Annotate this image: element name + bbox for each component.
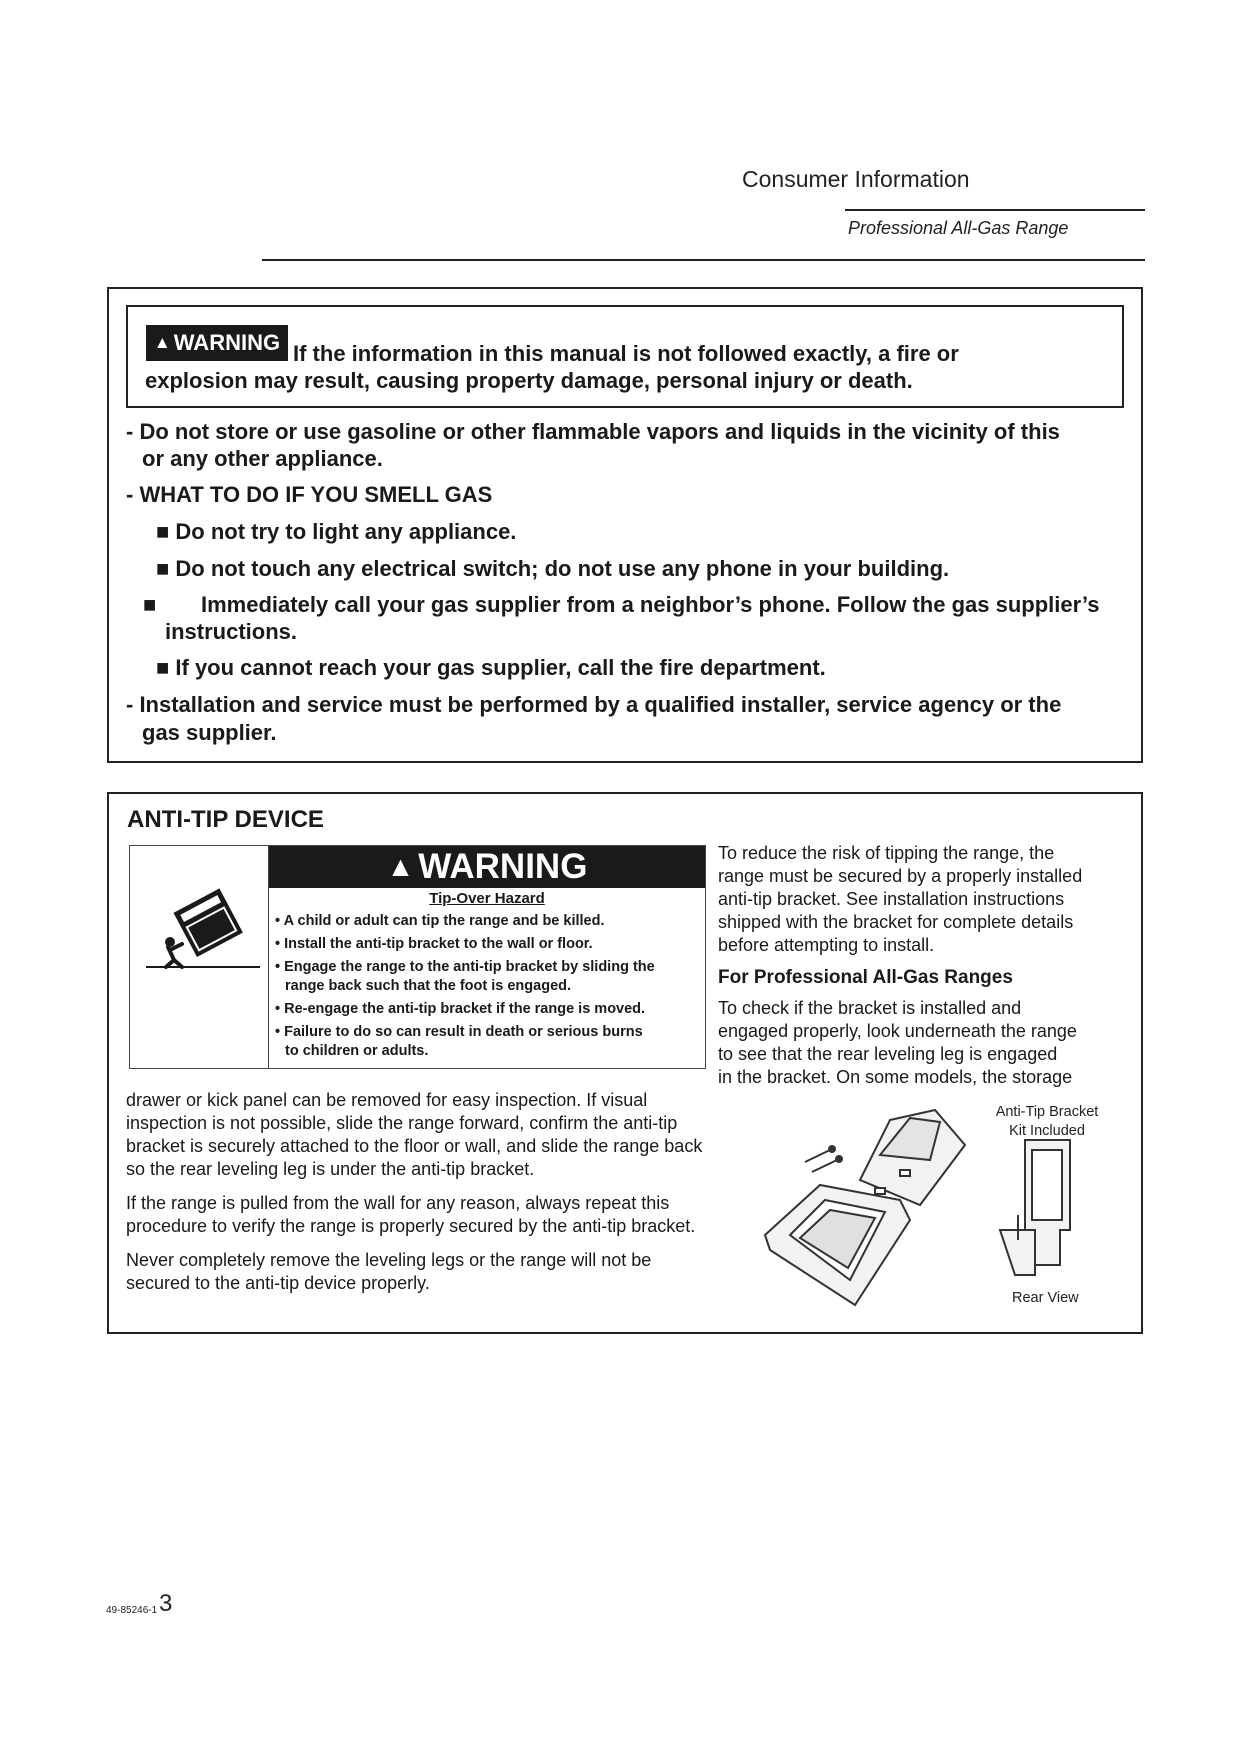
call-supplier-line2: instructions. — [165, 619, 298, 644]
label-bullet: • Engage the range to the anti-tip bracket by sliding the — [275, 959, 655, 975]
anti-tip-para-line: anti-tip bracket. See installation instructions — [718, 889, 1065, 909]
label-warning-text: WARNING — [418, 847, 588, 886]
kit-included-caption — [992, 1103, 1102, 1141]
label-bullet: • Install the anti-tip bracket to the wall or floor. — [275, 936, 593, 952]
anti-tip-para-line: range must be secured by a properly installed — [718, 866, 1083, 886]
repeat-procedure-line: procedure to verify the range is properly secured by the anti-tip bracket. — [126, 1216, 696, 1236]
smell-gas-heading: - WHAT TO DO IF YOU SMELL GAS — [126, 482, 493, 507]
warning-triangle-icon: ▲ — [386, 851, 415, 882]
anti-tip-para-line: To reduce the risk of tipping the range, the — [718, 843, 1055, 863]
repeat-procedure-line: If the range is pulled from the wall for any reason, always repeat this — [126, 1193, 670, 1213]
smell-gas-item: ■ Do not touch any electrical switch; do not use any phone in your building. — [156, 556, 950, 581]
warning-triangle-icon: ▲ — [153, 333, 171, 352]
leveling-legs-line: secured to the anti-tip device properly. — [126, 1273, 430, 1293]
professional-ranges-heading: For Professional All-Gas Ranges — [718, 967, 1013, 988]
gasoline-warning-line1: - Do not store or use gasoline or other flammable vapors and liquids in the vicinity of this — [126, 419, 1060, 444]
label-warning-header — [269, 846, 705, 888]
warning-statement-line2: explosion may result, causing property damage, personal injury or death. — [145, 368, 913, 393]
smell-gas-item: ■ If you cannot reach your gas supplier, call the fire department. — [156, 655, 826, 680]
page-number: 3 — [159, 1590, 173, 1617]
warning-badge-label: WARNING — [173, 330, 281, 355]
check-bracket-line: engaged properly, look underneath the range — [718, 1021, 1077, 1041]
kit-caption-line: Kit Included — [1009, 1123, 1085, 1139]
section-title: Consumer Information — [742, 166, 970, 192]
call-supplier-line1: Immediately call your gas supplier from a neighbor’s phone. Follow the gas supplier’s — [201, 592, 1100, 617]
anti-tip-para-line: shipped with the bracket for complete details — [718, 912, 1074, 932]
inspection-line: drawer or kick panel can be removed for easy inspection. If visual — [126, 1090, 648, 1110]
label-bullet: • Failure to do so can result in death or serious burns — [275, 1024, 643, 1040]
check-bracket-line: in the bracket. On some models, the storage — [718, 1067, 1073, 1087]
inspection-line: inspection is not possible, slide the range forward, confirm the anti-tip — [126, 1113, 678, 1133]
tip-over-hazard-title: Tip-Over Hazard — [429, 890, 545, 907]
warning-statement-line1: If the information in this manual is not followed exactly, a fire or — [293, 341, 959, 366]
anti-tip-title: ANTI-TIP DEVICE — [127, 806, 324, 833]
label-bullet: • Re-engage the anti-tip bracket if the range is moved. — [275, 1001, 646, 1017]
rear-view-caption: Rear View — [1012, 1290, 1079, 1306]
label-bullet: • A child or adult can tip the range and be killed. — [275, 913, 605, 929]
tip-over-pictogram-icon — [142, 872, 262, 987]
kit-caption-line: Anti-Tip Bracket — [995, 1104, 1099, 1120]
inspection-line: bracket is securely attached to the floor or wall, and slide the range back — [126, 1136, 703, 1156]
smell-gas-item: ■ Do not try to light any appliance. — [156, 519, 517, 544]
check-bracket-line: to see that the rear leveling leg is engaged — [718, 1044, 1058, 1064]
inspection-line: so the rear leveling leg is under the anti-tip bracket. — [126, 1159, 535, 1179]
header-rule-short — [845, 209, 1145, 211]
label-bullet-cont: to children or adults. — [285, 1043, 429, 1059]
leveling-legs-line: Never completely remove the leveling legs or the range will not be — [126, 1250, 652, 1270]
document-number: 49-85246-1 — [106, 1605, 158, 1616]
smell-gas-item-bullet: ■ — [143, 592, 157, 617]
header-rule-long — [262, 259, 1145, 261]
label-bullet-cont: range back such that the foot is engaged. — [285, 978, 572, 994]
gasoline-warning-line2: or any other appliance. — [142, 446, 383, 471]
warning-badge — [146, 325, 288, 361]
installation-warning-line2: gas supplier. — [142, 720, 277, 745]
anti-tip-para-line: before attempting to install. — [718, 935, 935, 955]
product-subtitle: Professional All-Gas Range — [848, 218, 1069, 238]
check-bracket-line: To check if the bracket is installed and — [718, 998, 1022, 1018]
installation-warning-line1: - Installation and service must be performed by a qualified installer, service agency or the — [126, 692, 1062, 717]
